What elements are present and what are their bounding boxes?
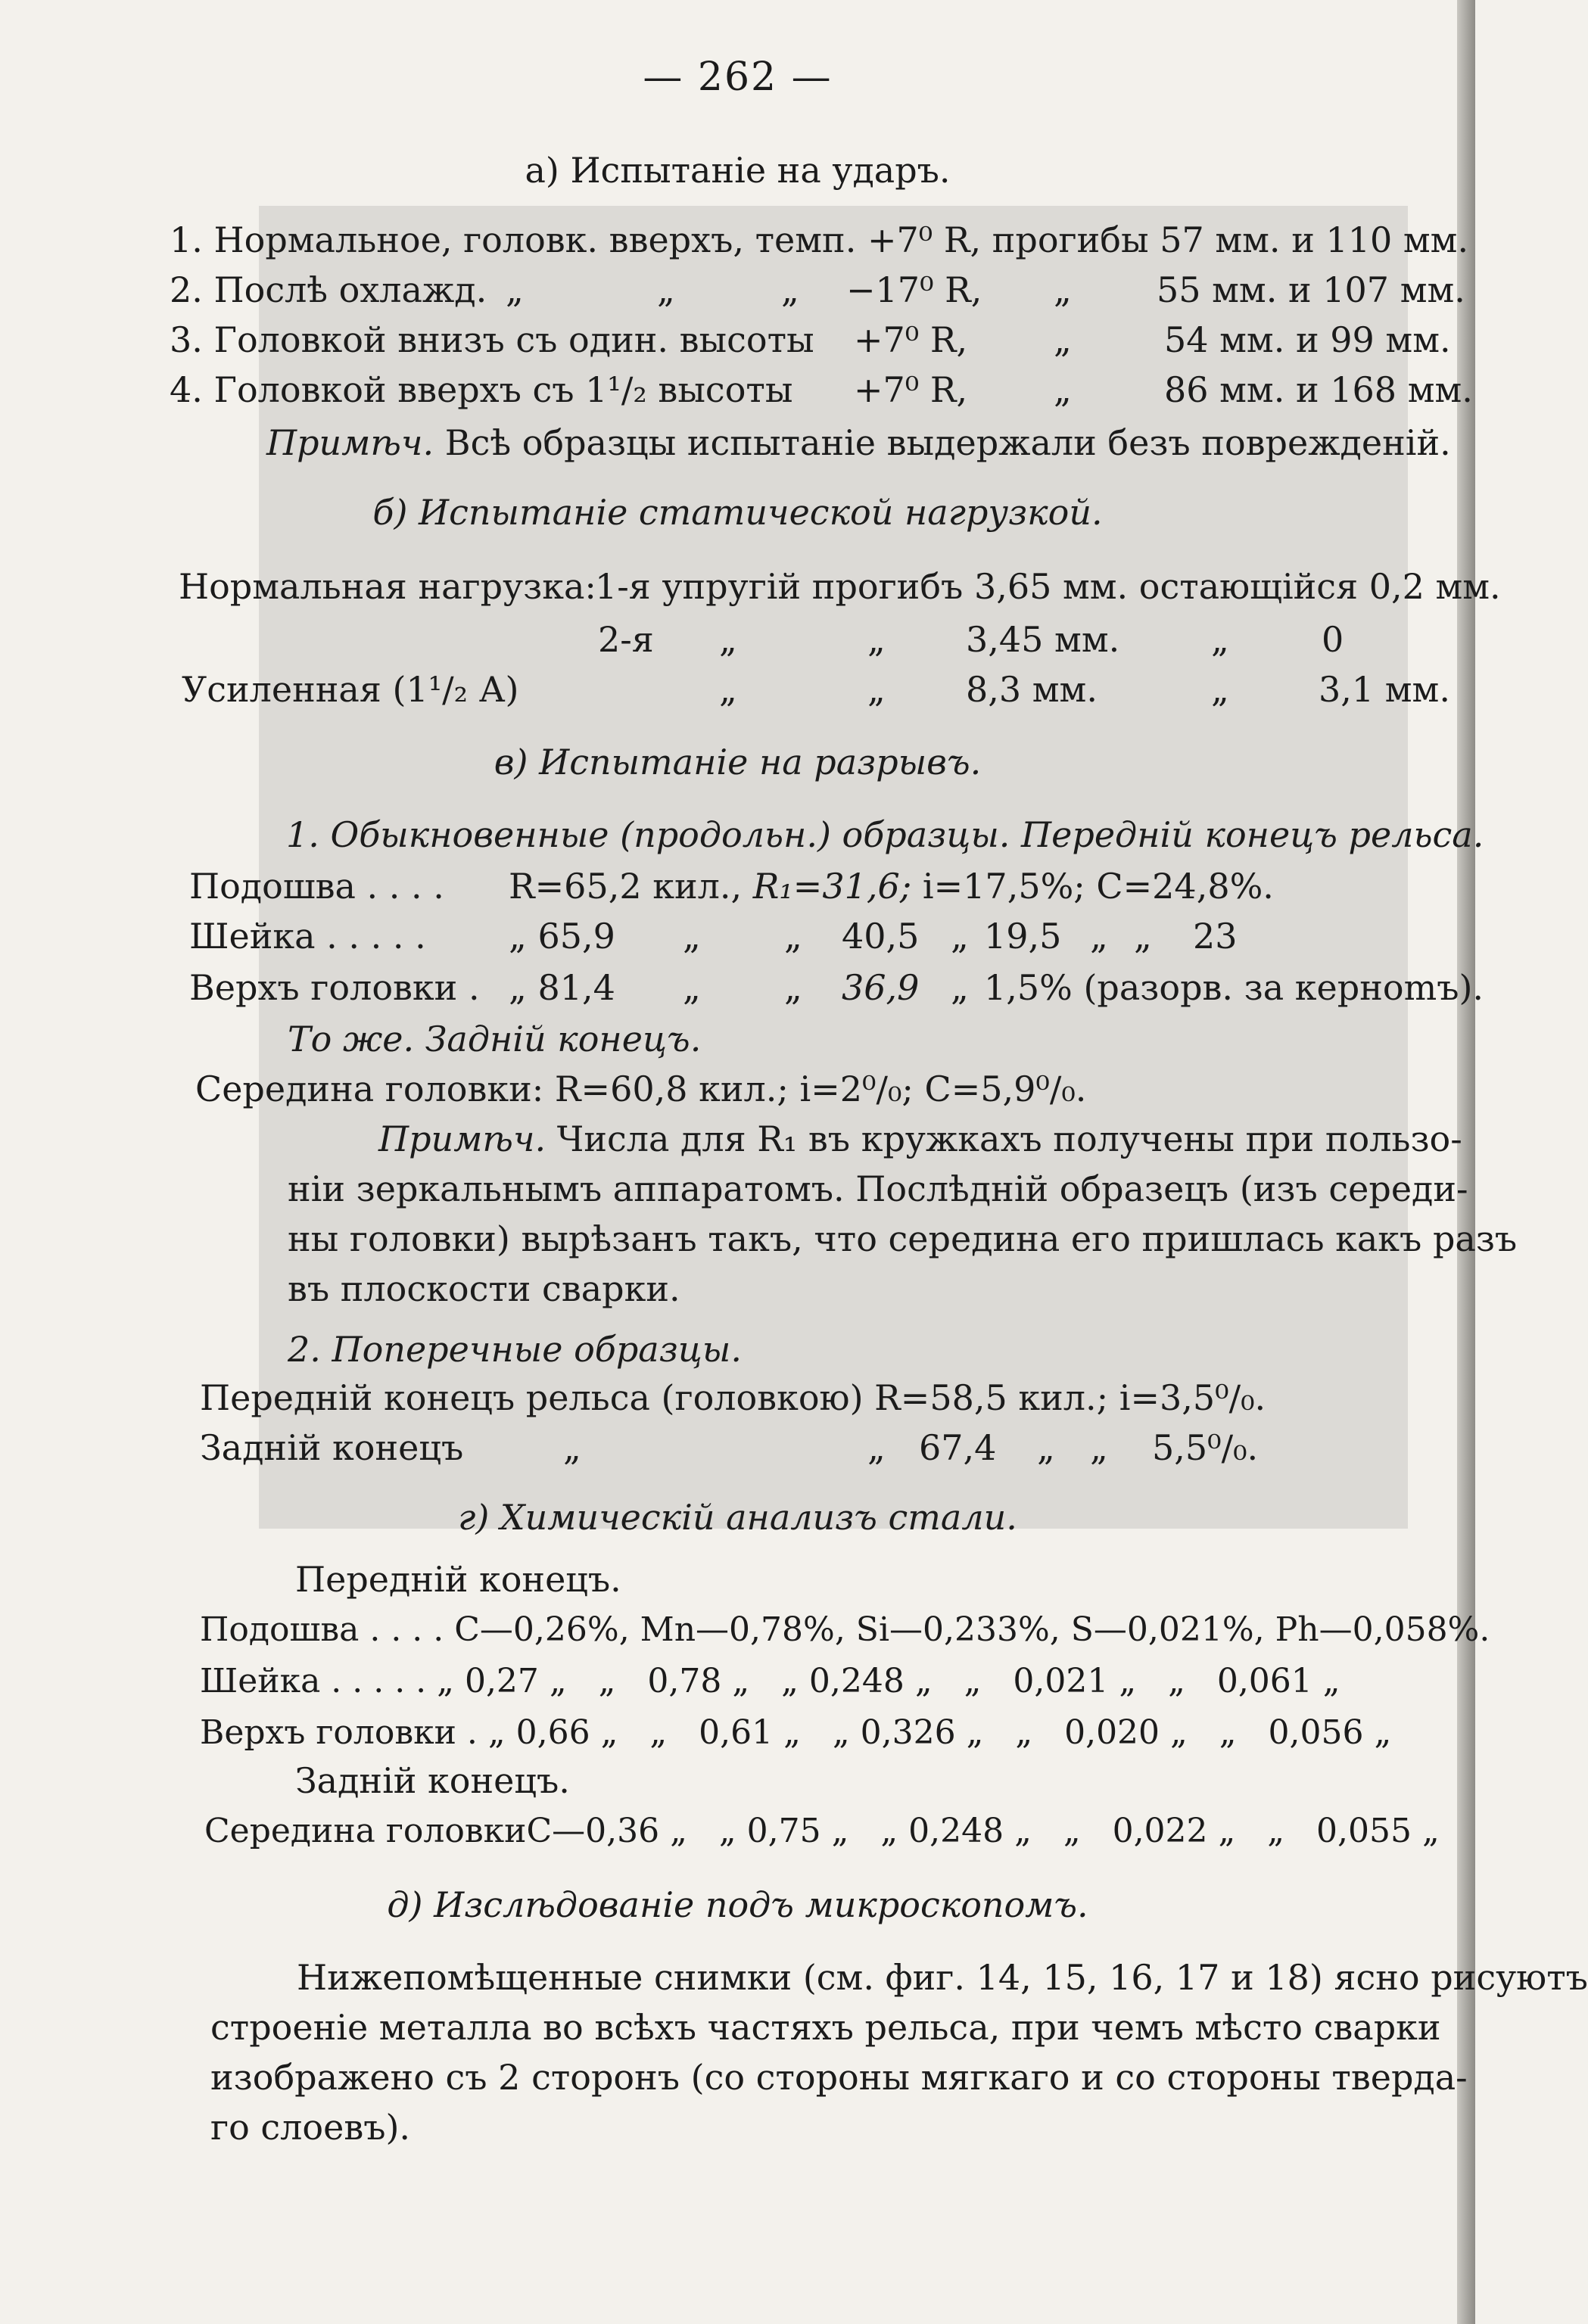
static-row-2-val: 3,45 мм. [966, 619, 1120, 660]
static-row-3-val: 8,3 мм. [966, 669, 1098, 710]
impact-row-2-q2: „ [657, 269, 675, 310]
tensile-sub2: 2. Поперечные образцы. [288, 1329, 742, 1370]
impact-row-2-q3: „ [781, 269, 799, 310]
tensile-row-3-q2: „ [784, 967, 802, 1008]
static-row-1-kind: 1-я упругій прогибъ 3,65 мм. остающійся 0,2 мм. [595, 566, 1501, 607]
impact-row-3-vals: 54 мм. и 99 мм. [1164, 319, 1451, 360]
chem-front: Передній конецъ. [295, 1559, 621, 1600]
tensile-row-3-q1: „ [683, 967, 701, 1008]
tensile-cross-2-q1: „ [563, 1427, 581, 1468]
tensile-cross-2-r: 67,4 [919, 1427, 997, 1468]
tensile-row-2-c: 23 [1193, 916, 1238, 957]
chem-row-2: Шейка . . . . . „ 0,27 „ „ 0,78 „ „ 0,248 „ „ 0,021 „ „ 0,061 „ [200, 1662, 1340, 1700]
section-a-heading: а) Испытаніе на ударъ. [525, 150, 951, 191]
chem-back: Задній конецъ. [295, 1760, 570, 1801]
static-row-1: Нормальная нагрузка: [179, 566, 596, 607]
impact-row-2-q1: „ [506, 269, 524, 310]
impact-row-2-q4: „ [1054, 269, 1072, 310]
tensile-cross-1: Передній конецъ рельса (головкою) R=58,5 кил.; i=3,5⁰/₀. [200, 1377, 1266, 1418]
tensile-row-2-r1: 40,5 [842, 916, 920, 957]
tensile-note-line-4: въ плоскости сварки. [288, 1268, 680, 1309]
section-v-heading: в) Испытаніе на разрывъ. [494, 742, 982, 782]
impact-row-3-q4: „ [1054, 319, 1072, 360]
tensile-row-3-i: 1,5% (разорв. за кернomъ). [984, 967, 1484, 1008]
tensile-note-line-2: ніи зеркальнымъ аппаратомъ. Послѣдній образецъ (изъ середи- [288, 1168, 1468, 1209]
micro-line-1: Нижепомѣщенные снимки (см. фиг. 14, 15, 16, 17 и 18) ясно рисуютъ [297, 1957, 1588, 1998]
tensile-cross-2-q3: „ [1037, 1427, 1055, 1468]
tensile-row-2-q5: „ [1134, 916, 1152, 957]
tensile-note-line-3: ны головки) вырѣзанъ такъ, что середина его пришлась какъ разъ [288, 1218, 1518, 1259]
tensile-row-2-q2: „ [784, 916, 802, 957]
impact-note: Примѣч. Всѣ образцы испытаніе выдержали безъ поврежденій. [266, 422, 1451, 463]
tensile-row-2-q4: „ [1090, 916, 1108, 957]
static-row-2-rest: 0 [1322, 619, 1344, 660]
tensile-row-1-vals: R=65,2 кил., R₁=31,6; i=17,5%; C=24,8%. [509, 866, 1274, 907]
tensile-row-2-q3: „ [951, 916, 969, 957]
impact-row-3: 3. Головкой внизъ съ один. высоты [170, 319, 814, 360]
chem-middle: Середина головкиC—0,36 „ „ 0,75 „ „ 0,248 „ „ 0,022 „ „ 0,055 „ [204, 1812, 1440, 1850]
static-row-3-q2: „ [867, 669, 886, 710]
tensile-cross-2-i: 5,5⁰/₀. [1152, 1427, 1259, 1468]
impact-row-4: 4. Головкой вверхъ съ 1¹/₂ высоты [170, 369, 793, 410]
tensile-row-2-r: „ 65,9 [509, 916, 615, 957]
impact-row-3-temp: +7⁰ R, [854, 319, 968, 360]
tensile-row-2-i: 19,5 [984, 916, 1062, 957]
page-number: — 262 — [643, 54, 833, 100]
tensile-cross-2-label: Задній конецъ [200, 1427, 464, 1468]
static-row-2-kind: 2-я [598, 619, 654, 660]
tensile-sub1: 1. Обыкновенные (продольн.) образцы. Передній конецъ рельса. [286, 814, 1484, 855]
tensile-cross-2-q4: „ [1090, 1427, 1108, 1468]
micro-line-4: го слоевъ). [210, 2107, 411, 2148]
static-row-2-q1: „ [719, 619, 737, 660]
micro-line-3: изображено съ 2 сторонъ (со стороны мягкаго и со стороны тверда- [210, 2057, 1468, 2098]
tensile-row-3-q3: „ [951, 967, 969, 1008]
section-d-heading: д) Изслѣдованіе подъ микроскопомъ. [387, 1884, 1088, 1925]
tensile-row-3-r: „ 81,4 [509, 967, 615, 1008]
impact-row-2-temp: −17⁰ R, [846, 269, 982, 310]
impact-row-4-temp: +7⁰ R, [854, 369, 968, 410]
tensile-row-1-label: Подошва . . . . [189, 866, 444, 907]
static-row-3-q3: „ [1211, 669, 1229, 710]
chem-row-1: Подошва . . . . C—0,26%, Mn—0,78%, Si—0,233%, S—0,021%, Ph—0,058%. [200, 1610, 1490, 1649]
tensile-row-3-r1: 36,9 [842, 967, 920, 1008]
section-b-heading: б) Испытаніе статической нагрузкой. [372, 492, 1103, 533]
impact-row-2-vals: 55 мм. и 107 мм. [1157, 269, 1465, 310]
impact-row-4-q4: „ [1054, 369, 1072, 410]
section-g-heading: г) Химическій анализъ стали. [458, 1497, 1017, 1538]
static-row-3-label: Усиленная (1¹/₂ А) [182, 669, 519, 710]
tensile-cross-2-q2: „ [867, 1427, 886, 1468]
chem-row-3: Верхъ головки . „ 0,66 „ „ 0,61 „ „ 0,326 „ „ 0,020 „ „ 0,056 „ [200, 1713, 1392, 1752]
impact-row-2: 2. Послѣ охлажд. [170, 269, 487, 310]
micro-line-2: строеніе металла во всѣхъ частяхъ рельса, при чемъ мѣсто сварки [210, 2007, 1441, 2048]
tensile-row-2-label: Шейка . . . . . [189, 916, 426, 957]
static-row-3-rest: 3,1 мм. [1319, 669, 1450, 710]
static-row-2-q3: „ [1211, 619, 1229, 660]
tensile-row-3-label: Верхъ головки . [189, 967, 480, 1008]
tensile-back-end: То же. Задній конецъ. [288, 1019, 702, 1059]
impact-row-4-vals: 86 мм. и 168 мм. [1164, 369, 1473, 410]
tensile-row-2-q1: „ [683, 916, 701, 957]
static-row-2-q2: „ [867, 619, 886, 660]
impact-row-1: 1. Нормальное, головк. вверхъ, темп. +7⁰ R, прогибы 57 мм. и 110 мм. [170, 219, 1469, 260]
static-row-3-q1: „ [719, 669, 737, 710]
tensile-note-line-1: Примѣч. Числа для R₁ въ кружкахъ получены при пользо- [378, 1118, 1462, 1159]
tensile-middle: Середина головки: R=60,8 кил.; i=2⁰/₀; C=5,9⁰/₀. [195, 1069, 1087, 1109]
